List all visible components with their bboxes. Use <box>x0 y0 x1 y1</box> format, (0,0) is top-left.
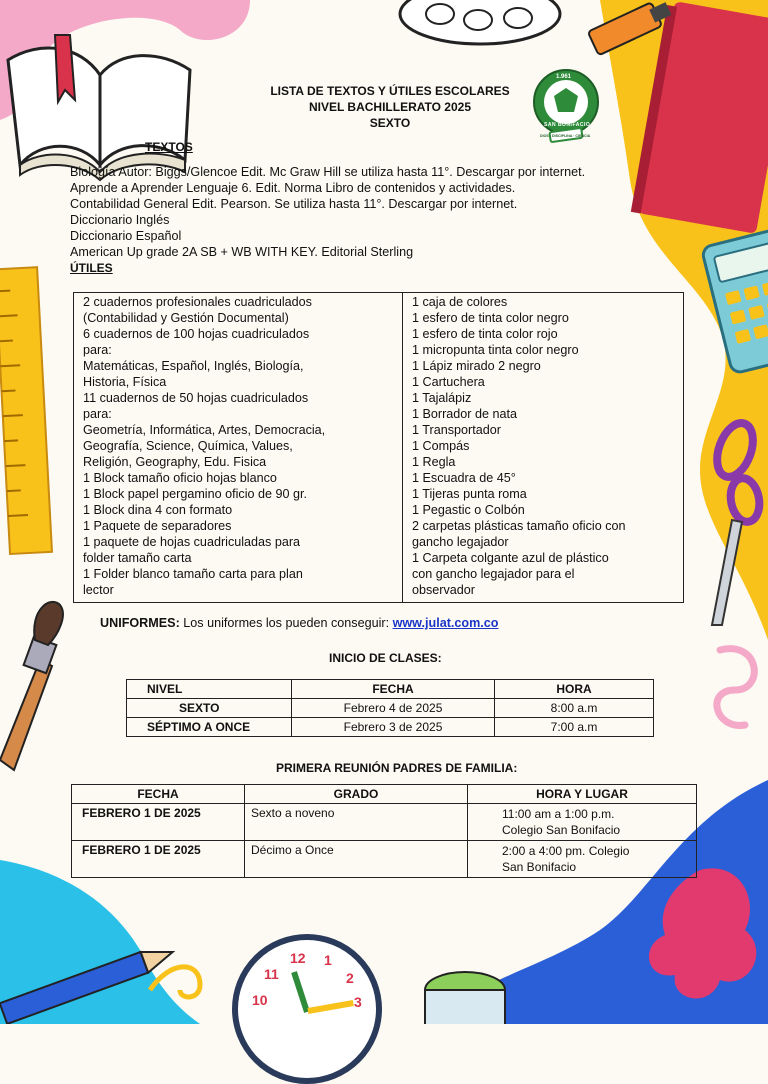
cell-grado: Sexto a noveno <box>245 804 468 841</box>
paint-palette-icon <box>400 0 560 44</box>
inicio-table <box>126 679 654 737</box>
cell-nivel: SÉPTIMO A ONCE <box>127 718 292 737</box>
util-item: lector <box>83 583 114 597</box>
util-item: 1 Lápiz mirado 2 negro <box>412 359 541 373</box>
util-item: 6 cuadernos de 100 hojas cuadriculados <box>83 327 310 341</box>
utiles-table <box>73 292 684 603</box>
clock-number-1: 1 <box>324 952 332 968</box>
table-row <box>72 841 697 878</box>
util-item: folder tamaño carta <box>83 551 192 565</box>
util-item: 1 Tajalápiz <box>412 391 472 405</box>
col-hora: HORA <box>495 680 654 699</box>
utiles-title: ÚTILES <box>70 261 113 275</box>
header-grade: SEXTO <box>369 116 411 130</box>
col-fecha: FECHA <box>292 680 495 699</box>
cell-hora-lugar <box>468 841 697 878</box>
util-item: (Contabilidad y Gestión Documental) <box>83 311 289 325</box>
util-item: Geometría, Informática, Artes, Democracia, <box>83 423 326 437</box>
reunion-title: PRIMERA REUNIÓN PADRES DE FAMILIA: <box>276 761 518 775</box>
col-hora-lugar: HORA Y LUGAR <box>468 785 697 804</box>
clock-number-3: 3 <box>354 994 362 1010</box>
util-item: observador <box>412 583 476 597</box>
header-level: NIVEL BACHILLERATO 2025 <box>308 100 472 114</box>
util-item: 1 Borrador de nata <box>412 407 518 421</box>
util-item: 1 Block dina 4 con formato <box>83 503 233 517</box>
cell-fecha: Febrero 3 de 2025 <box>292 718 495 737</box>
clock-number-11: 11 <box>264 966 279 982</box>
uniformes-line <box>100 616 499 630</box>
util-item: para: <box>83 407 112 421</box>
col-grado: GRADO <box>245 785 468 804</box>
glue-jar-icon <box>425 972 505 1024</box>
texto-item: Diccionario Español <box>70 229 182 243</box>
util-item: Geografía, Science, Química, Values, <box>83 439 293 453</box>
util-item: 2 cuadernos profesionales cuadriculados <box>83 295 312 309</box>
util-item: con gancho legajador para el <box>412 567 575 581</box>
util-item: 1 Paquete de separadores <box>83 519 232 533</box>
cell-fecha: FEBRERO 1 DE 2025 <box>72 841 245 878</box>
util-item: Historia, Física <box>83 375 167 389</box>
util-item: 1 Escuadra de 45° <box>412 471 516 485</box>
util-item: 1 paquete de hojas cuadriculadas para <box>83 535 301 549</box>
col-nivel: NIVEL <box>127 680 292 699</box>
cell-fecha: FEBRERO 1 DE 2025 <box>72 804 245 841</box>
util-item: 1 caja de colores <box>412 295 508 309</box>
cell-grado: Décimo a Once <box>245 841 468 878</box>
util-item: 1 esfero de tinta color rojo <box>412 327 558 341</box>
table-header-row <box>127 680 654 699</box>
cell-hora: 8:00 a.m <box>495 699 654 718</box>
util-item: 11 cuadernos de 50 hojas cuadriculados <box>83 391 309 405</box>
clock-number-2: 2 <box>346 970 354 986</box>
paintbrush-icon <box>0 602 63 770</box>
hora-lugar-line: 2:00 a 4:00 pm. Colegio <box>502 844 630 858</box>
util-item: 1 Block tamaño oficio hojas blanco <box>83 471 277 485</box>
col-fecha: FECHA <box>72 785 245 804</box>
texto-item: Aprende a Aprender Lenguaje 6. Edit. Norma Libro de contenidos y actividades. <box>70 181 516 195</box>
textos-title: TEXTOS <box>145 140 193 154</box>
texto-item: Biología Autor: Biggs/Glencoe Edit. Mc Graw Hill se utiliza hasta 11°. Descargar por internet. <box>70 165 586 179</box>
hora-lugar-line: San Bonifacio <box>502 860 577 874</box>
uniformes-link[interactable]: www.julat.com.co <box>392 616 499 630</box>
util-item: 1 Pegastic o Colbón <box>412 503 525 517</box>
school-logo <box>530 68 602 146</box>
cell-hora: 7:00 a.m <box>495 718 654 737</box>
clock-number-10: 10 <box>252 992 268 1008</box>
table-row <box>127 718 654 737</box>
header-title: LISTA DE TEXTOS Y ÚTILES ESCOLARES <box>270 84 510 98</box>
texto-item: American Up grade 2A SB + WB WITH KEY. Editorial Sterling <box>70 245 414 259</box>
table-header-row <box>72 785 697 804</box>
clock-number-12: 12 <box>290 950 306 966</box>
cell-hora-lugar <box>468 804 697 841</box>
logo-motto: DIOS · DISCIPLINA · CIENCIA <box>540 134 591 138</box>
ruler-icon <box>0 267 52 554</box>
util-item: 1 Regla <box>412 455 456 469</box>
util-item: 1 micropunta tinta color negro <box>412 343 579 357</box>
util-item: gancho legajador <box>412 535 509 549</box>
util-item: Matemáticas, Español, Inglés, Biología, <box>83 359 304 373</box>
cell-fecha: Febrero 4 de 2025 <box>292 699 495 718</box>
util-item: 1 Block papel pergamino oficio de 90 gr. <box>83 487 308 501</box>
clock-hour-hand <box>291 971 310 1013</box>
texto-item: Contabilidad General Edit. Pearson. Se utiliza hasta 11°. Descargar por internet. <box>70 197 518 211</box>
uniformes-text: Los uniformes los pueden conseguir: <box>179 616 393 630</box>
utiles-left-column <box>74 293 403 603</box>
hora-lugar-line: Colegio San Bonifacio <box>502 823 621 837</box>
util-item: 1 Folder blanco tamaño carta para plan <box>83 567 303 581</box>
logo-name: SAN BONIFACIO <box>544 122 591 128</box>
clock-icon <box>232 934 382 1084</box>
util-item: 1 Cartuchera <box>412 375 485 389</box>
util-item: 1 Tijeras punta roma <box>412 487 527 501</box>
logo-year: 1.961 <box>556 74 572 80</box>
inicio-title: INICIO DE CLASES: <box>329 651 442 665</box>
util-item: 1 Transportador <box>412 423 501 437</box>
clock-minute-hand <box>307 1000 353 1014</box>
util-item: para: <box>83 343 112 357</box>
open-book-icon <box>8 35 190 180</box>
util-item: Religión, Geography, Edu. Fisica <box>83 455 267 469</box>
table-row <box>127 699 654 718</box>
utiles-right-column <box>403 293 684 603</box>
util-item: 2 carpetas plásticas tamaño oficio con <box>412 519 626 533</box>
cell-nivel: SEXTO <box>127 699 292 718</box>
document-header <box>230 83 550 131</box>
pink-squiggle <box>717 649 754 726</box>
util-item: 1 Carpeta colgante azul de plástico <box>412 551 609 565</box>
textos-list <box>70 164 585 260</box>
hora-lugar-line: 11:00 am a 1:00 p.m. <box>502 807 615 821</box>
uniformes-label: UNIFORMES: <box>100 616 180 630</box>
reunion-table <box>71 784 697 878</box>
table-row <box>72 804 697 841</box>
texto-item: Diccionario Inglés <box>70 213 170 227</box>
util-item: 1 Compás <box>412 439 470 453</box>
util-item: 1 esfero de tinta color negro <box>412 311 569 325</box>
